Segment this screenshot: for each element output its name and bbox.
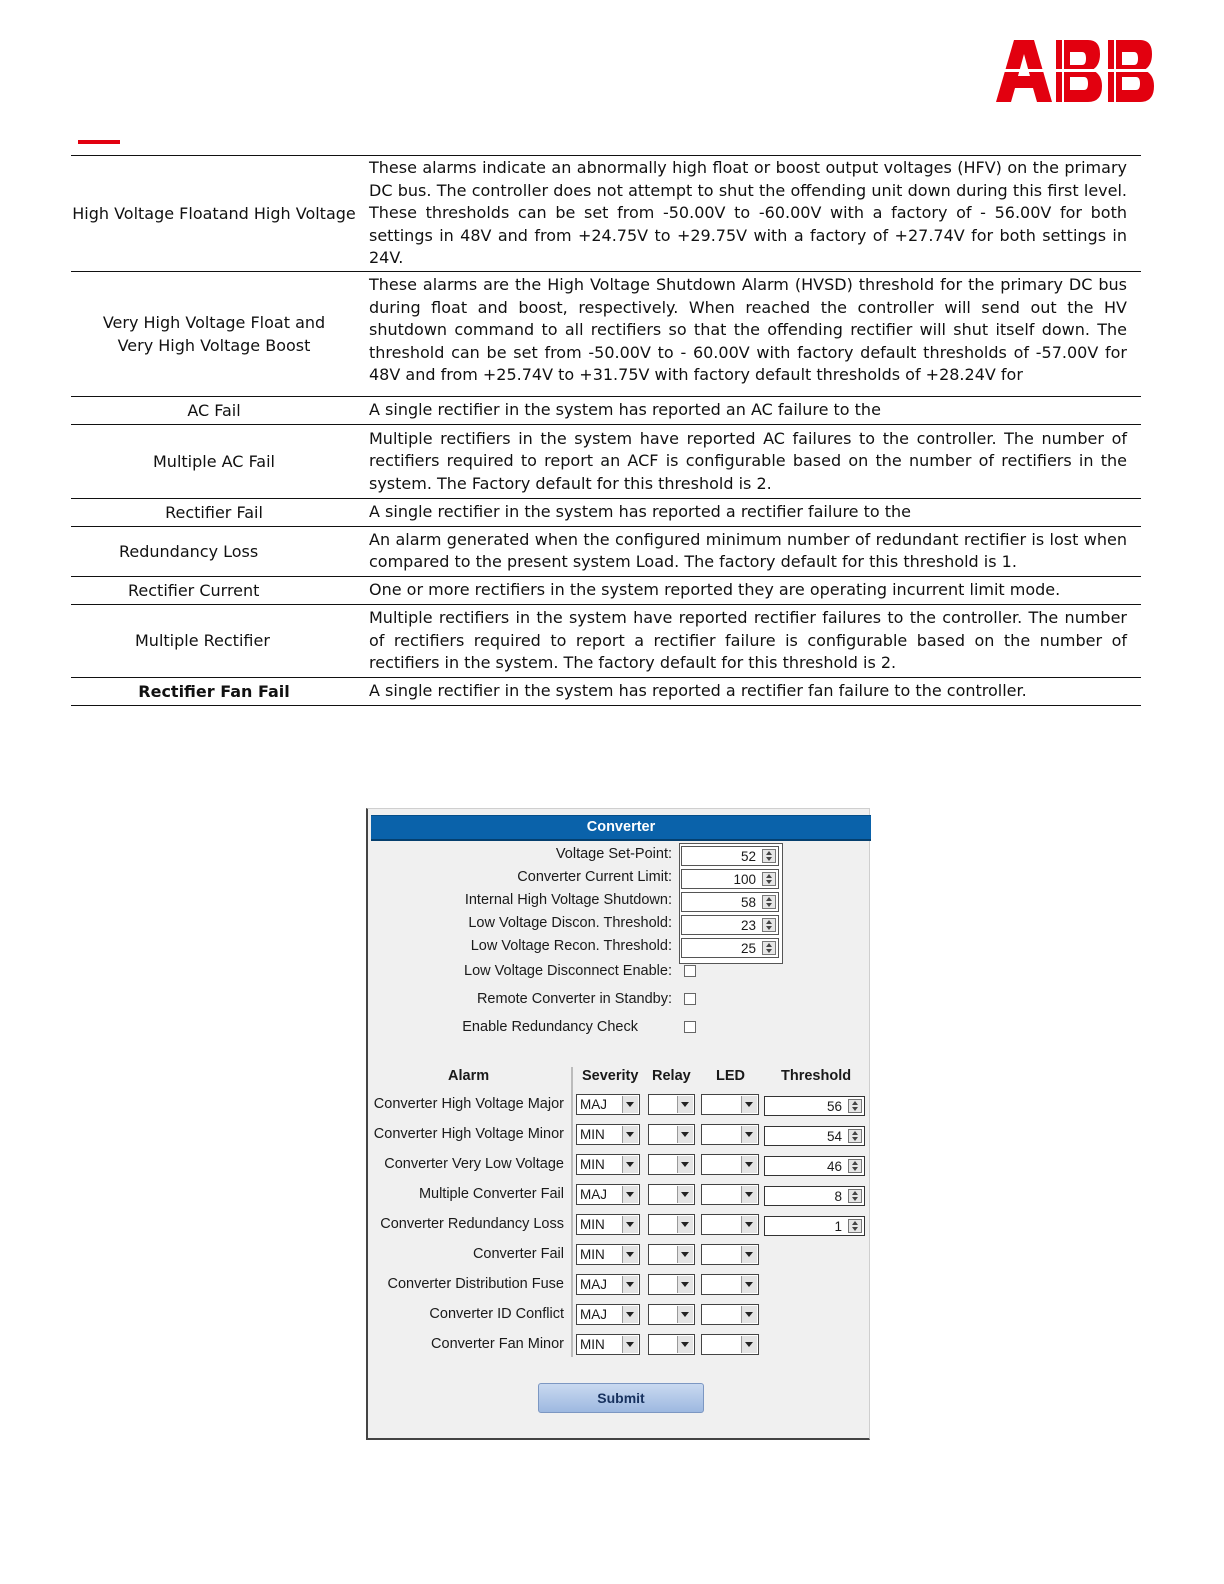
- column-header-led: LED: [716, 1068, 745, 1084]
- relay-select[interactable]: [648, 1124, 695, 1145]
- table-row: [71, 604, 1141, 677]
- setting-value: 100: [733, 872, 756, 887]
- setting-label: Internal High Voltage Shutdown:: [464, 892, 672, 908]
- chevron-down-icon: [622, 1216, 638, 1233]
- setting-label: Voltage Set-Point:: [555, 846, 672, 862]
- led-select[interactable]: [701, 1094, 759, 1115]
- checkbox-label: Remote Converter in Standby:: [476, 991, 672, 1007]
- setting-value: 23: [740, 918, 756, 933]
- chevron-down-icon: [622, 1246, 638, 1263]
- alarm-row-label: Converter High Voltage Minor: [373, 1126, 564, 1142]
- severity-value: MIN: [580, 1157, 605, 1172]
- table-row: [71, 396, 1141, 424]
- alarm-name: Redundancy Loss: [71, 526, 357, 576]
- alarm-name: AC Fail: [71, 396, 357, 424]
- alarm-description: These alarms indicate an abnormally high float or boost output voltages (HFV) on the primary DC bus. The controller does not attempt to shut the offending unit down during this first level. These thresholds can be set from -50.00V to -60.00V with a factory of - 56.00V for both settings in 48V and from +24.75V to +29.75V with a factory of +27.74V for both settings in 24V.: [357, 156, 1141, 272]
- table-row: [71, 156, 1141, 272]
- redundancy-check-checkbox[interactable]: [684, 1021, 696, 1033]
- alarm-row-label: Converter Fail: [472, 1246, 564, 1262]
- relay-select[interactable]: [648, 1184, 695, 1205]
- threshold-input[interactable]: [764, 1126, 865, 1146]
- chevron-down-icon: [741, 1096, 757, 1113]
- chevron-down-icon: [741, 1156, 757, 1173]
- severity-select[interactable]: [576, 1334, 640, 1355]
- alarm-description: These alarms are the High Voltage Shutdown Alarm (HVSD) threshold for the primary DC bus during float and boost, respectively. When reached the controller will send out the HV shutdown command to all rectifiers so that the offending rectifier will shut itself down. The threshold can be set from -50.00V to - 60.00V with factory default thresholds of -57.00V for 48V and from +25.74V to +31.75V with factory default thresholds of +28.24V for: [357, 271, 1141, 396]
- column-header-threshold: Threshold: [781, 1068, 852, 1084]
- threshold-input[interactable]: [764, 1186, 865, 1206]
- severity-value: MIN: [580, 1127, 605, 1142]
- led-select[interactable]: [701, 1334, 759, 1355]
- alarm-row-label: Converter Distribution Fuse: [387, 1276, 564, 1292]
- relay-select[interactable]: [648, 1304, 695, 1325]
- severity-value: MAJ: [580, 1187, 607, 1202]
- submit-button[interactable]: Submit: [538, 1383, 704, 1413]
- severity-value: MAJ: [580, 1277, 607, 1292]
- severity-select[interactable]: [576, 1184, 640, 1205]
- setting-value: 52: [740, 849, 756, 864]
- accent-dash: [78, 140, 120, 144]
- alarm-description: A single rectifier in the system has reported a rectifier failure to the: [357, 498, 1141, 526]
- chevron-down-icon: [622, 1156, 638, 1173]
- led-select[interactable]: [701, 1274, 759, 1295]
- severity-select[interactable]: [576, 1154, 640, 1175]
- alarm-row-label: Multiple Converter Fail: [418, 1186, 564, 1202]
- led-select[interactable]: [701, 1154, 759, 1175]
- severity-select[interactable]: [576, 1304, 640, 1325]
- chevron-down-icon: [741, 1246, 757, 1263]
- severity-select[interactable]: [576, 1094, 640, 1115]
- severity-select[interactable]: [576, 1274, 640, 1295]
- chevron-down-icon: [677, 1336, 693, 1353]
- remote-standby-checkbox[interactable]: [684, 993, 696, 1005]
- setting-label: Low Voltage Discon. Threshold:: [468, 915, 672, 931]
- table-row: [71, 526, 1141, 576]
- threshold-value: 54: [826, 1129, 842, 1144]
- alarm-name: Rectifier Current: [71, 576, 357, 604]
- alarm-name: Multiple AC Fail: [71, 424, 357, 498]
- setting-value: 25: [740, 941, 756, 956]
- alarm-row-label: Converter Redundancy Loss: [380, 1216, 564, 1232]
- relay-select[interactable]: [648, 1334, 695, 1355]
- chevron-down-icon: [677, 1246, 693, 1263]
- setting-label: Low Voltage Recon. Threshold:: [470, 938, 672, 954]
- hv-shutdown-input[interactable]: [681, 892, 779, 912]
- threshold-input[interactable]: [764, 1096, 865, 1116]
- alarm-row-label: Converter Fan Minor: [431, 1336, 564, 1352]
- spinner-icon[interactable]: [848, 1159, 862, 1173]
- relay-select[interactable]: [648, 1244, 695, 1265]
- led-select[interactable]: [701, 1214, 759, 1235]
- spinner-icon[interactable]: [848, 1129, 862, 1143]
- threshold-value: 8: [834, 1189, 842, 1204]
- chevron-down-icon: [677, 1096, 693, 1113]
- spinner-icon[interactable]: [848, 1219, 862, 1233]
- alarm-name: Rectifier Fan Fail: [71, 677, 357, 705]
- chevron-down-icon: [741, 1306, 757, 1323]
- chevron-down-icon: [741, 1276, 757, 1293]
- alarm-description: An alarm generated when the configured minimum number of redundant rectifier is lost when compared to the present system Load. The factory default for this threshold is 1.: [357, 526, 1141, 576]
- threshold-value: 1: [834, 1219, 842, 1234]
- severity-select[interactable]: [576, 1214, 640, 1235]
- chevron-down-icon: [677, 1276, 693, 1293]
- severity-value: MAJ: [580, 1307, 607, 1322]
- checkbox-label: Low Voltage Disconnect Enable:: [464, 963, 672, 979]
- chevron-down-icon: [741, 1336, 757, 1353]
- relay-select[interactable]: [648, 1094, 695, 1115]
- column-header-relay: Relay: [652, 1068, 691, 1084]
- setting-label: Converter Current Limit:: [517, 869, 672, 885]
- spinner-icon[interactable]: [762, 918, 776, 932]
- converter-panel: [366, 808, 870, 1440]
- alarm-description: A single rectifier in the system has reported a rectifier fan failure to the controller.: [357, 677, 1141, 705]
- table-row: [71, 271, 1141, 396]
- led-select[interactable]: [701, 1124, 759, 1145]
- chevron-down-icon: [677, 1126, 693, 1143]
- checkbox-label: Enable Redundancy Check: [462, 1019, 638, 1035]
- table-row: [71, 576, 1141, 604]
- alarm-name: Very High Voltage Float and Very High Voltage Boost: [71, 271, 357, 396]
- chevron-down-icon: [741, 1126, 757, 1143]
- alarm-name: Multiple Rectifier: [71, 604, 357, 677]
- chevron-down-icon: [677, 1306, 693, 1323]
- chevron-down-icon: [677, 1186, 693, 1203]
- severity-value: MAJ: [580, 1097, 607, 1112]
- chevron-down-icon: [741, 1216, 757, 1233]
- chevron-down-icon: [622, 1096, 638, 1113]
- table-row: [71, 498, 1141, 526]
- spinner-icon[interactable]: [762, 872, 776, 886]
- spinner-icon[interactable]: [848, 1099, 862, 1113]
- severity-select[interactable]: [576, 1244, 640, 1265]
- led-select[interactable]: [701, 1304, 759, 1325]
- led-select[interactable]: [701, 1244, 759, 1265]
- alarm-description: Multiple rectifiers in the system have reported rectifier failures to the controller. The number of rectifiers required to report a rectifier failure is configurable based on the number of rectifiers in the system. The factory default for this threshold is 2.: [357, 604, 1141, 677]
- alarm-row-label: Converter High Voltage Major: [373, 1096, 564, 1112]
- chevron-down-icon: [741, 1186, 757, 1203]
- table-row: [71, 424, 1141, 498]
- alarm-row-label: Converter Very Low Voltage: [384, 1156, 564, 1172]
- alarm-name: Rectifier Fail: [71, 498, 357, 526]
- alarm-description: Multiple rectifiers in the system have reported AC failures to the controller. The number of rectifiers required to report an ACF is configurable based on the number of rectifiers in the system. The Factory default for this threshold is 2.: [357, 424, 1141, 498]
- column-header-severity: Severity: [582, 1068, 639, 1084]
- lv-discon-threshold-input[interactable]: [681, 915, 779, 935]
- relay-select[interactable]: [648, 1274, 695, 1295]
- column-header-alarm: Alarm: [448, 1068, 490, 1084]
- chevron-down-icon: [622, 1276, 638, 1293]
- threshold-value: 46: [826, 1159, 842, 1174]
- lv-disconnect-enable-checkbox[interactable]: [684, 965, 696, 977]
- voltage-set-point-input[interactable]: [681, 846, 779, 866]
- chevron-down-icon: [622, 1126, 638, 1143]
- threshold-input[interactable]: [764, 1216, 865, 1236]
- chevron-down-icon: [677, 1216, 693, 1233]
- spinner-icon[interactable]: [762, 895, 776, 909]
- relay-select[interactable]: [648, 1214, 695, 1235]
- severity-value: MIN: [580, 1217, 605, 1232]
- current-limit-input[interactable]: [681, 869, 779, 889]
- column-divider: [571, 1067, 573, 1357]
- chevron-down-icon: [622, 1186, 638, 1203]
- alarm-description: A single rectifier in the system has reported an AC failure to the: [357, 396, 1141, 424]
- alarm-name: High Voltage Floatand High Voltage: [71, 156, 357, 272]
- spinner-icon[interactable]: [762, 941, 776, 955]
- threshold-input[interactable]: [764, 1156, 865, 1176]
- chevron-down-icon: [622, 1336, 638, 1353]
- threshold-value: 56: [826, 1099, 842, 1114]
- relay-select[interactable]: [648, 1154, 695, 1175]
- severity-value: MIN: [580, 1247, 605, 1262]
- chevron-down-icon: [622, 1306, 638, 1323]
- alarm-description: One or more rectifiers in the system reported they are operating incurrent limit mode.: [357, 576, 1141, 604]
- alarm-description-table: [71, 155, 1141, 706]
- chevron-down-icon: [677, 1156, 693, 1173]
- panel-title: Converter: [371, 815, 871, 841]
- lv-recon-threshold-input[interactable]: [681, 938, 779, 958]
- led-select[interactable]: [701, 1184, 759, 1205]
- severity-select[interactable]: [576, 1124, 640, 1145]
- table-row: [71, 677, 1141, 705]
- spinner-icon[interactable]: [762, 849, 776, 863]
- alarm-row-label: Converter ID Conflict: [429, 1306, 564, 1322]
- abb-logo: [996, 40, 1156, 102]
- severity-value: MIN: [580, 1337, 605, 1352]
- setting-value: 58: [740, 895, 756, 910]
- spinner-icon[interactable]: [848, 1189, 862, 1203]
